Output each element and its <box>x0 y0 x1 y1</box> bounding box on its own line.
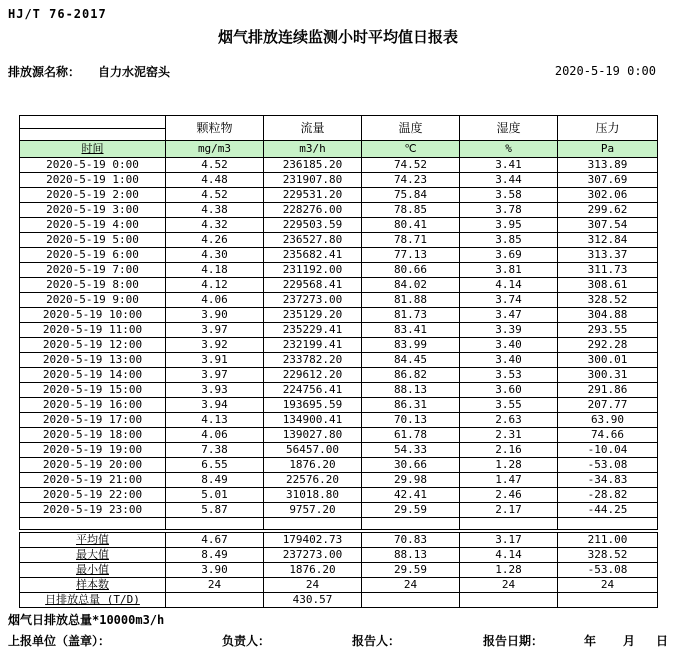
value-cell: 81.73 <box>362 308 460 323</box>
value-cell: 4.30 <box>166 248 264 263</box>
value-cell: 237273.00 <box>264 293 362 308</box>
value-cell: 74.66 <box>558 428 658 443</box>
value-cell: 235229.41 <box>264 323 362 338</box>
summary-value-cell: 237273.00 <box>264 548 362 563</box>
time-cell: 2020-5-19 13:00 <box>20 353 166 368</box>
time-cell: 2020-5-19 16:00 <box>20 398 166 413</box>
value-cell: 2.16 <box>460 443 558 458</box>
value-cell: 54.33 <box>362 443 460 458</box>
time-cell: 2020-5-19 12:00 <box>20 338 166 353</box>
reporter-label: 报告人： <box>352 634 401 648</box>
time-cell: 2020-5-19 5:00 <box>20 233 166 248</box>
summary-value-cell: 88.13 <box>362 548 460 563</box>
summary-value-cell <box>362 593 460 608</box>
data-row <box>20 188 658 203</box>
value-cell: 4.48 <box>166 173 264 188</box>
value-cell: 3.47 <box>460 308 558 323</box>
value-cell: 229568.41 <box>264 278 362 293</box>
time-cell: 2020-5-19 9:00 <box>20 293 166 308</box>
value-cell: 235682.41 <box>264 248 362 263</box>
value-cell: 229531.20 <box>264 188 362 203</box>
value-cell: 291.86 <box>558 383 658 398</box>
summary-value-cell <box>558 593 658 608</box>
data-row <box>20 383 658 398</box>
value-cell: 5.87 <box>166 503 264 518</box>
data-row <box>20 353 658 368</box>
summary-value-cell: 179402.73 <box>264 533 362 548</box>
value-cell: -10.04 <box>558 443 658 458</box>
value-cell: 3.53 <box>460 368 558 383</box>
time-header-blank-top <box>20 116 166 129</box>
value-cell: 3.74 <box>460 293 558 308</box>
value-cell: 3.93 <box>166 383 264 398</box>
value-cell: 83.99 <box>362 338 460 353</box>
data-row <box>20 398 658 413</box>
value-cell: 228276.00 <box>264 203 362 218</box>
unit-temperature: ℃ <box>362 141 460 158</box>
time-cell: 2020-5-19 4:00 <box>20 218 166 233</box>
summary-label: 样本数 <box>20 578 166 593</box>
value-cell: 3.90 <box>166 308 264 323</box>
data-row <box>20 173 658 188</box>
time-cell: 2020-5-19 3:00 <box>20 203 166 218</box>
value-cell: 3.78 <box>460 203 558 218</box>
value-cell: 75.84 <box>362 188 460 203</box>
value-cell: 3.69 <box>460 248 558 263</box>
summary-row <box>20 548 658 563</box>
year-label: 年 <box>584 634 597 648</box>
value-cell: 2.31 <box>460 428 558 443</box>
value-cell: 4.06 <box>166 293 264 308</box>
value-cell: 229612.20 <box>264 368 362 383</box>
blank-cell <box>20 518 166 530</box>
summary-value-cell: 1876.20 <box>264 563 362 578</box>
value-cell: 3.91 <box>166 353 264 368</box>
unit-particulate: mg/m3 <box>166 141 264 158</box>
report-date-label: 报告日期： <box>483 634 544 648</box>
value-cell: 4.06 <box>166 428 264 443</box>
value-cell: 8.49 <box>166 473 264 488</box>
summary-label: 最大值 <box>20 548 166 563</box>
unit-humidity: % <box>460 141 558 158</box>
blank-cell <box>362 518 460 530</box>
value-cell: 22576.20 <box>264 473 362 488</box>
value-cell: 236527.80 <box>264 233 362 248</box>
value-cell: 4.26 <box>166 233 264 248</box>
summary-row <box>20 578 658 593</box>
value-cell: 6.55 <box>166 458 264 473</box>
summary-value-cell <box>460 593 558 608</box>
summary-value-cell: 1.28 <box>460 563 558 578</box>
value-cell: 9757.20 <box>264 503 362 518</box>
value-cell: 312.84 <box>558 233 658 248</box>
value-cell: -53.08 <box>558 458 658 473</box>
source-line <box>8 63 668 80</box>
time-header: 时间 <box>20 141 166 158</box>
source-name-value: 自力水泥窑头 <box>98 65 171 79</box>
summary-label: 最小值 <box>20 563 166 578</box>
data-row <box>20 218 658 233</box>
data-row <box>20 488 658 503</box>
value-cell: 78.85 <box>362 203 460 218</box>
value-cell: 1.47 <box>460 473 558 488</box>
time-cell: 2020-5-19 20:00 <box>20 458 166 473</box>
value-cell: 86.31 <box>362 398 460 413</box>
value-cell: 74.23 <box>362 173 460 188</box>
value-cell: 88.13 <box>362 383 460 398</box>
signature-line <box>0 632 676 652</box>
value-cell: 3.40 <box>460 353 558 368</box>
value-cell: 4.18 <box>166 263 264 278</box>
value-cell: 2.17 <box>460 503 558 518</box>
value-cell: 81.88 <box>362 293 460 308</box>
time-cell: 2020-5-19 0:00 <box>20 158 166 173</box>
data-row <box>20 413 658 428</box>
value-cell: 3.97 <box>166 323 264 338</box>
value-cell: -34.83 <box>558 473 658 488</box>
data-row <box>20 248 658 263</box>
blank-cell <box>264 518 362 530</box>
value-cell: 1.28 <box>460 458 558 473</box>
time-cell: 2020-5-19 17:00 <box>20 413 166 428</box>
data-row <box>20 233 658 248</box>
data-row <box>20 263 658 278</box>
value-cell: 31018.80 <box>264 488 362 503</box>
data-row <box>20 338 658 353</box>
value-cell: 3.81 <box>460 263 558 278</box>
total-emission-note: 烟气日排放总量*10000m3/h <box>8 613 165 627</box>
summary-value-cell: 3.90 <box>166 563 264 578</box>
value-cell: 207.77 <box>558 398 658 413</box>
value-cell: 224756.41 <box>264 383 362 398</box>
value-cell: 77.13 <box>362 248 460 263</box>
value-cell: 29.59 <box>362 503 460 518</box>
value-cell: 86.82 <box>362 368 460 383</box>
value-cell: 61.78 <box>362 428 460 443</box>
value-cell: 232199.41 <box>264 338 362 353</box>
time-cell: 2020-5-19 14:00 <box>20 368 166 383</box>
summary-value-cell: 24 <box>166 578 264 593</box>
summary-value-cell <box>166 593 264 608</box>
value-cell: 2.46 <box>460 488 558 503</box>
responsible-person-label: 负责人： <box>222 634 271 648</box>
blank-cell <box>166 518 264 530</box>
day-label: 日 <box>656 634 669 648</box>
value-cell: 4.52 <box>166 188 264 203</box>
value-cell: 292.28 <box>558 338 658 353</box>
data-row <box>20 368 658 383</box>
column-header-pressure: 压力 <box>558 116 658 141</box>
value-cell: 83.41 <box>362 323 460 338</box>
hourly-average-table <box>19 115 658 608</box>
value-cell: 3.97 <box>166 368 264 383</box>
value-cell: 4.52 <box>166 158 264 173</box>
data-row <box>20 293 658 308</box>
data-row <box>20 428 658 443</box>
data-row <box>20 203 658 218</box>
blank-row <box>20 518 658 530</box>
value-cell: 134900.41 <box>264 413 362 428</box>
summary-value-cell: 29.59 <box>362 563 460 578</box>
summary-value-cell: 24 <box>362 578 460 593</box>
report-datetime: 2020-5-19 0:00 <box>554 64 656 78</box>
data-row <box>20 323 658 338</box>
value-cell: 299.62 <box>558 203 658 218</box>
value-cell: 3.40 <box>460 338 558 353</box>
standard-number: HJ/T 76-2017 <box>8 7 107 21</box>
value-cell: 236185.20 <box>264 158 362 173</box>
summary-value-cell: -53.08 <box>558 563 658 578</box>
value-cell: 3.92 <box>166 338 264 353</box>
summary-row <box>20 593 658 608</box>
value-cell: 78.71 <box>362 233 460 248</box>
value-cell: 4.12 <box>166 278 264 293</box>
data-row <box>20 473 658 488</box>
value-cell: 293.55 <box>558 323 658 338</box>
report-title: 烟气排放连续监测小时平均值日报表 <box>217 28 458 46</box>
value-cell: 70.13 <box>362 413 460 428</box>
time-cell: 2020-5-19 18:00 <box>20 428 166 443</box>
time-cell: 2020-5-19 19:00 <box>20 443 166 458</box>
value-cell: 300.01 <box>558 353 658 368</box>
time-cell: 2020-5-19 7:00 <box>20 263 166 278</box>
unit-pressure: Pa <box>558 141 658 158</box>
value-cell: 307.69 <box>558 173 658 188</box>
data-row <box>20 503 658 518</box>
header-row-units <box>20 141 658 158</box>
column-header-humidity: 湿度 <box>460 116 558 141</box>
value-cell: 7.38 <box>166 443 264 458</box>
value-cell: 193695.59 <box>264 398 362 413</box>
summary-label: 日排放总量 (T/D) <box>20 593 166 608</box>
value-cell: 3.41 <box>460 158 558 173</box>
time-cell: 2020-5-19 23:00 <box>20 503 166 518</box>
value-cell: 84.02 <box>362 278 460 293</box>
value-cell: 313.89 <box>558 158 658 173</box>
value-cell: 300.31 <box>558 368 658 383</box>
value-cell: 3.95 <box>460 218 558 233</box>
value-cell: 3.58 <box>460 188 558 203</box>
column-header-flow: 流量 <box>264 116 362 141</box>
value-cell: 3.85 <box>460 233 558 248</box>
time-cell: 2020-5-19 11:00 <box>20 323 166 338</box>
summary-row <box>20 563 658 578</box>
value-cell: 2.63 <box>460 413 558 428</box>
summary-label: 平均值 <box>20 533 166 548</box>
data-row <box>20 443 658 458</box>
value-cell: 3.94 <box>166 398 264 413</box>
summary-value-cell: 211.00 <box>558 533 658 548</box>
source-name-label: 排放源名称： <box>8 65 81 79</box>
value-cell: 4.38 <box>166 203 264 218</box>
header-row-pollutants <box>20 116 658 129</box>
value-cell: 30.66 <box>362 458 460 473</box>
value-cell: 63.90 <box>558 413 658 428</box>
value-cell: 80.41 <box>362 218 460 233</box>
column-header-particulate: 颗粒物 <box>166 116 264 141</box>
value-cell: 3.39 <box>460 323 558 338</box>
value-cell: 3.44 <box>460 173 558 188</box>
value-cell: 84.45 <box>362 353 460 368</box>
column-header-temperature: 温度 <box>362 116 460 141</box>
value-cell: 3.60 <box>460 383 558 398</box>
value-cell: -28.82 <box>558 488 658 503</box>
value-cell: 235129.20 <box>264 308 362 323</box>
time-cell: 2020-5-19 2:00 <box>20 188 166 203</box>
time-header-blank-bottom <box>20 129 166 141</box>
data-row <box>20 278 658 293</box>
value-cell: 4.32 <box>166 218 264 233</box>
data-row <box>20 158 658 173</box>
data-row <box>20 458 658 473</box>
value-cell: 74.52 <box>362 158 460 173</box>
report-unit-label: 上报单位（盖章）： <box>8 634 111 648</box>
value-cell: 308.61 <box>558 278 658 293</box>
time-cell: 2020-5-19 1:00 <box>20 173 166 188</box>
value-cell: 231907.80 <box>264 173 362 188</box>
time-cell: 2020-5-19 8:00 <box>20 278 166 293</box>
value-cell: 4.14 <box>460 278 558 293</box>
value-cell: 313.37 <box>558 248 658 263</box>
data-row <box>20 308 658 323</box>
month-label: 月 <box>623 634 636 648</box>
value-cell: 233782.20 <box>264 353 362 368</box>
summary-value-cell: 8.49 <box>166 548 264 563</box>
value-cell: 328.52 <box>558 293 658 308</box>
value-cell: 29.98 <box>362 473 460 488</box>
value-cell: 5.01 <box>166 488 264 503</box>
summary-value-cell: 4.14 <box>460 548 558 563</box>
value-cell: 304.88 <box>558 308 658 323</box>
time-cell: 2020-5-19 21:00 <box>20 473 166 488</box>
summary-value-cell: 70.83 <box>362 533 460 548</box>
time-cell: 2020-5-19 22:00 <box>20 488 166 503</box>
summary-value-cell: 430.57 <box>264 593 362 608</box>
time-cell: 2020-5-19 6:00 <box>20 248 166 263</box>
value-cell: -44.25 <box>558 503 658 518</box>
value-cell: 229503.59 <box>264 218 362 233</box>
summary-value-cell: 24 <box>460 578 558 593</box>
value-cell: 4.13 <box>166 413 264 428</box>
value-cell: 42.41 <box>362 488 460 503</box>
value-cell: 302.06 <box>558 188 658 203</box>
summary-row <box>20 533 658 548</box>
time-cell: 2020-5-19 10:00 <box>20 308 166 323</box>
blank-cell <box>460 518 558 530</box>
value-cell: 231192.00 <box>264 263 362 278</box>
unit-flow: m3/h <box>264 141 362 158</box>
value-cell: 139027.80 <box>264 428 362 443</box>
time-cell: 2020-5-19 15:00 <box>20 383 166 398</box>
blank-cell <box>558 518 658 530</box>
value-cell: 311.73 <box>558 263 658 278</box>
value-cell: 3.55 <box>460 398 558 413</box>
summary-value-cell: 24 <box>264 578 362 593</box>
summary-value-cell: 3.17 <box>460 533 558 548</box>
value-cell: 80.66 <box>362 263 460 278</box>
value-cell: 56457.00 <box>264 443 362 458</box>
summary-value-cell: 328.52 <box>558 548 658 563</box>
value-cell: 307.54 <box>558 218 658 233</box>
summary-value-cell: 4.67 <box>166 533 264 548</box>
value-cell: 1876.20 <box>264 458 362 473</box>
summary-value-cell: 24 <box>558 578 658 593</box>
